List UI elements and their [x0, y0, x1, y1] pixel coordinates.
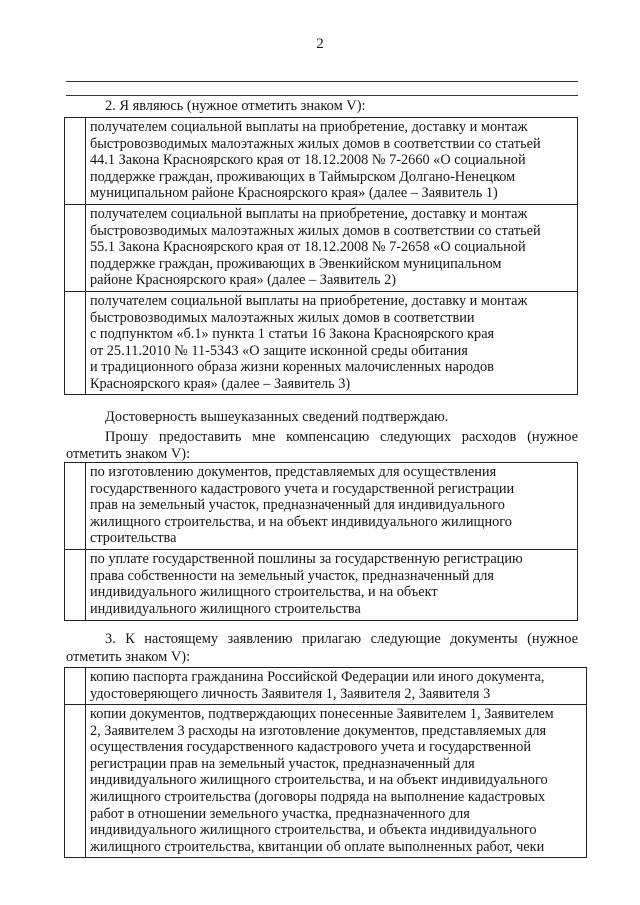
- document-option-2: [65, 705, 587, 858]
- header-rule-bottom: [66, 95, 578, 96]
- compensation-request-line1: Прошу предоставить мне компенсацию следующих расходов (нужное: [105, 429, 578, 445]
- section3-heading-line1: 3. К настоящему заявлению прилагаю следующие документы (нужное: [105, 631, 578, 647]
- applicant-option-2-checkbox[interactable]: [65, 205, 86, 292]
- applicant-option-1-checkbox[interactable]: [65, 118, 86, 205]
- applicant-option-3-checkbox[interactable]: [65, 292, 86, 395]
- applicant-option-1: [65, 118, 578, 205]
- compensation-option-2: [65, 550, 578, 621]
- compensation-option-2-text: по уплате государственной пошлины за государственную регистрацию права собственности на земельный участок, предназначенный для индивидуального жилищного строительства, и на объект индивидуального жилищного строительства: [86, 550, 578, 621]
- applicant-option-2-text: получателем социальной выплаты на приобретение, доставку и монтаж быстровозводимых малоэтажных жилых домов в соответствии со статьей 55.1 Закона Красноярского края от 18.12.2008 № 7-2658 «О социальной поддержке граждан, проживающих в Эвенкийском муниципальном районе Красноярского края» (далее – Заявитель 2): [86, 205, 578, 292]
- documents-options-table: [64, 667, 587, 858]
- compensation-request-line2: отметить знаком V):: [66, 446, 191, 462]
- confirmation-text: Достоверность вышеуказанных сведений подтверждаю.: [105, 409, 449, 425]
- page-number: 2: [316, 36, 324, 52]
- compensation-options-table: [64, 462, 578, 621]
- compensation-option-1-text: по изготовлению документов, представляемых для осуществления государственного кадастрового учета и государственной регистрации прав на земельный участок, предназначенный для индивидуального жилищного строительства, и на объект индивидуального жилищного строительства: [86, 463, 578, 550]
- document-option-2-checkbox[interactable]: [65, 705, 86, 858]
- compensation-option-1-checkbox[interactable]: [65, 463, 86, 550]
- compensation-option-1: [65, 463, 578, 550]
- document-option-1: [65, 668, 587, 705]
- document-option-2-text: копии документов, подтверждающих понесенные Заявителем 1, Заявителем 2, Заявителем 3 расходы на изготовление документов, представляемых для осуществления государственного кадастрового учета и государственной регистрации прав на земельный участок, предназначенный для индивидуального жилищного строительства, и на объект индивидуального жилищного строительства (договоры подряда на выполнение кадастровых работ в отношении земельного участка, предназначенного для индивидуального жилищного строительства, и объекта индивидуального жилищного строительства, квитанции об оплате выполненных работ, чеки: [86, 705, 587, 858]
- applicant-options-table: [64, 117, 578, 395]
- applicant-option-1-text: получателем социальной выплаты на приобретение, доставку и монтаж быстровозводимых малоэтажных жилых домов в соответствии со статьей 44.1 Закона Красноярского края от 18.12.2008 № 7-2660 «О социальной поддержке граждан, проживающих в Таймырском Долгано-Ненецком муниципальном районе Красноярского края» (далее – Заявитель 1): [86, 118, 578, 205]
- document-option-1-checkbox[interactable]: [65, 668, 86, 705]
- document-option-1-text: копию паспорта гражданина Российской Федерации или иного документа, удостоверяющего личность Заявителя 1, Заявителя 2, Заявителя 3: [86, 668, 587, 705]
- applicant-option-2: [65, 205, 578, 292]
- applicant-option-3-text: получателем социальной выплаты на приобретение, доставку и монтаж быстровозводимых малоэтажных жилых домов в соответствии с подпунктом «б.1» пункта 1 статьи 16 Закона Красноярского края от 25.11.2010 № 11-5343 «О защите исконной среды обитания и традиционного образа жизни коренных малочисленных народов Красноярского края» (далее – Заявитель 3): [86, 292, 578, 395]
- section2-heading: 2. Я являюсь (нужное отметить знаком V):: [105, 98, 366, 114]
- compensation-option-2-checkbox[interactable]: [65, 550, 86, 621]
- applicant-option-3: [65, 292, 578, 395]
- section3-heading-line2: отметить знаком V):: [66, 649, 191, 665]
- header-rule-top: [66, 81, 578, 82]
